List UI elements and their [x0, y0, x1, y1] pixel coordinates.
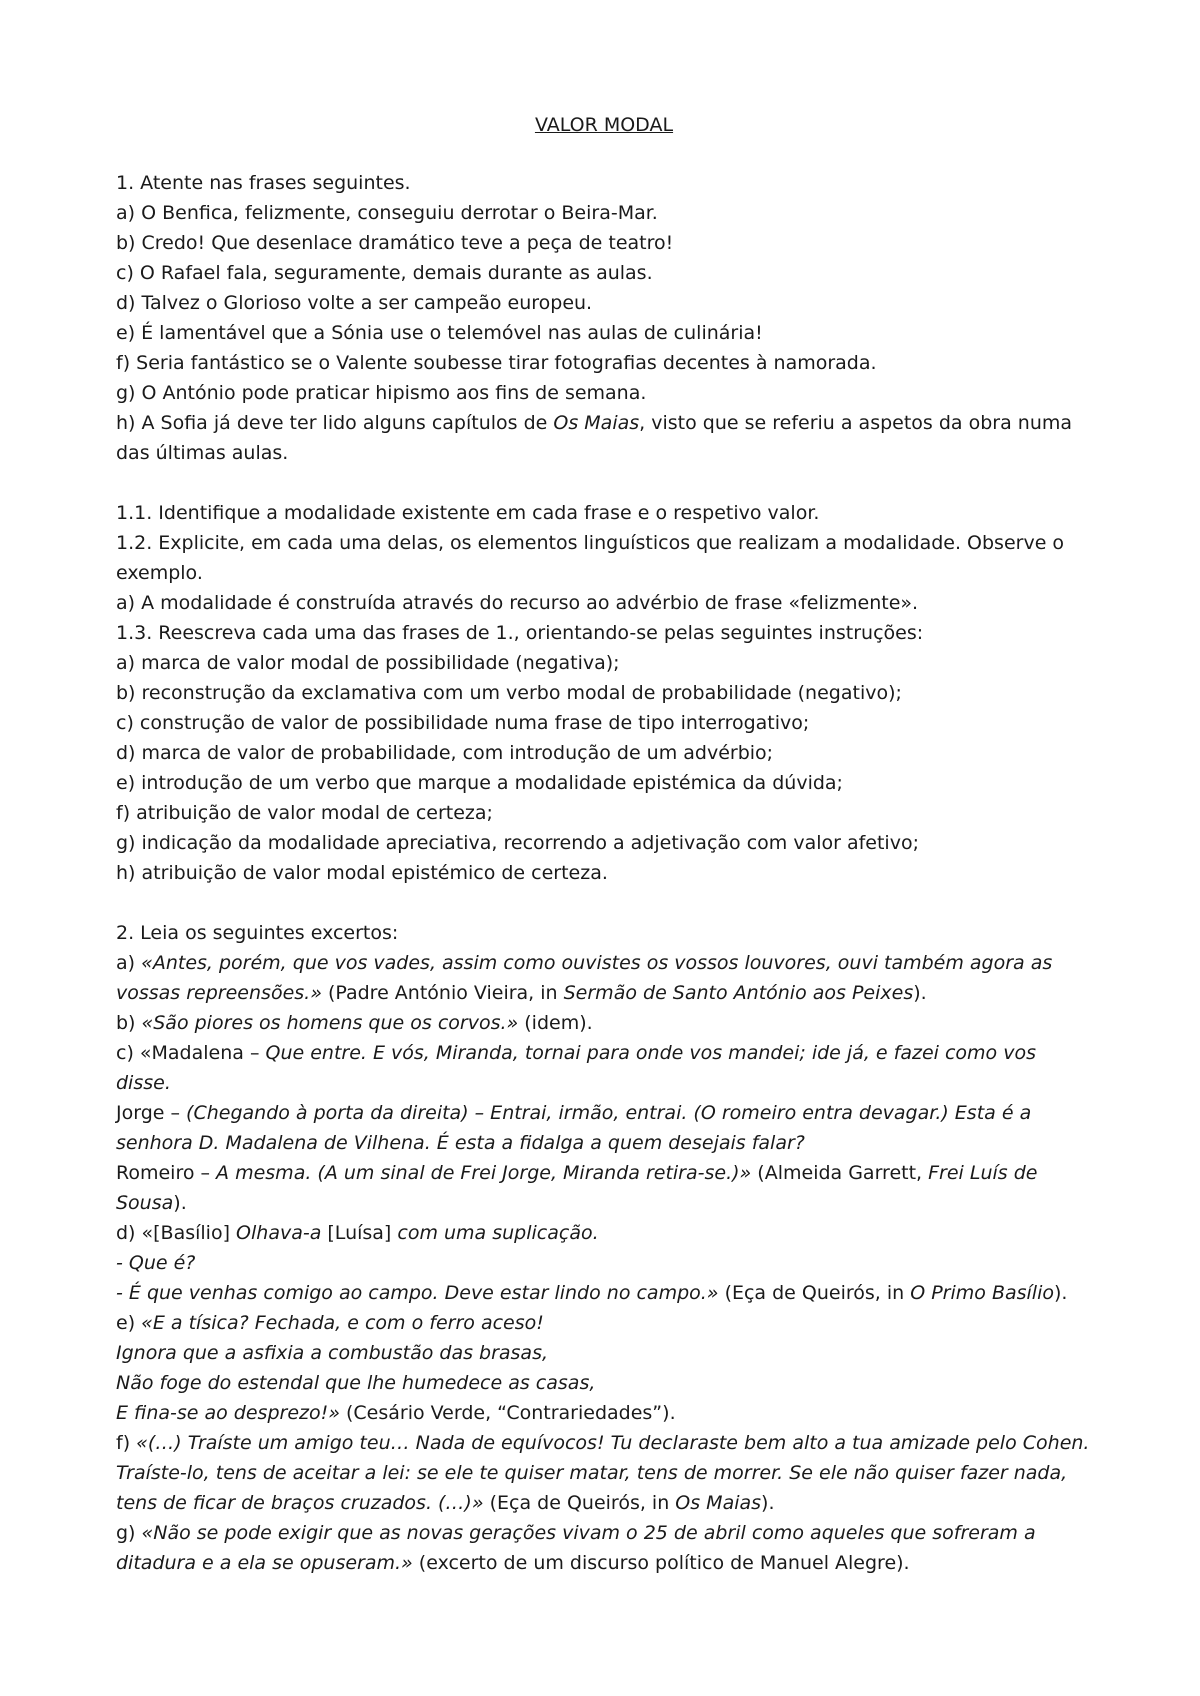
q2-excerpt-e-line1 [116, 1308, 1092, 1338]
q2-excerpt-g [116, 1518, 1092, 1578]
q2-excerpt-a [116, 948, 1092, 1008]
q2-d-bracket: [Luísa] [321, 1222, 398, 1244]
q1-heading: 1. Atente nas frases seguintes. [116, 172, 411, 194]
q1-sentence-c: c) O Rafael fala, seguramente, demais durante as aulas. [116, 262, 653, 284]
q1-h-work-title: Os Maias [553, 412, 640, 434]
q2-c-label: c) «Madalena – [116, 1042, 266, 1064]
q2-c-speaker-romeiro: Romeiro – [116, 1162, 217, 1184]
q1-sentence-d: d) Talvez o Glorioso volte a ser campeão europeu. [116, 292, 593, 314]
q2-f-source-start: (Eça de Queirós, in [483, 1492, 676, 1514]
q2-a-source-start: (Padre António Vieira, in [321, 982, 564, 1004]
q1-1-instruction: 1.1. Identifique a modalidade existente em cada frase e o respetivo valor. [116, 502, 820, 524]
q2-b-label: b) [116, 1012, 142, 1034]
q2-e-source: (Cesário Verde, “Contrariedades”). [339, 1402, 676, 1424]
q2-excerpt-b [116, 1008, 1092, 1038]
q2-excerpt-c-line2 [116, 1098, 1092, 1158]
q2-d-label: d) «[Basílio] [116, 1222, 237, 1244]
q2-a-label: a) [116, 952, 142, 974]
section-gap [116, 888, 1092, 918]
q1-3-item-e: e) introdução de um verbo que marque a modalidade epistémica da dúvida; [116, 772, 843, 794]
q2-a-source-end: ). [913, 982, 927, 1004]
q1-sentence-a: a) O Benfica, felizmente, conseguiu derrotar o Beira-Mar. [116, 202, 658, 224]
q1-3-item-g: g) indicação da modalidade apreciativa, recorrendo a adjetivação com valor afetivo; [116, 832, 919, 854]
q1-sentence-h [116, 408, 1092, 468]
q2-e-label: e) [116, 1312, 142, 1334]
q2-excerpt-e-line4 [116, 1398, 1092, 1428]
q2-c-speaker-jorge: Jorge – [116, 1102, 187, 1124]
q1-3-item-c: c) construção de valor de possibilidade numa frase de tipo interrogativo; [116, 712, 810, 734]
q1-h-text-end: , visto que se referiu a aspetos da obra numa das últimas aulas. [116, 412, 1073, 464]
q2-excerpt-f [116, 1428, 1092, 1518]
q2-d-source-work: O Primo Basílio [910, 1282, 1054, 1304]
q2-f-quote: «(…) Traíste um amigo teu… Nada de equívocos! Tu declaraste bem alto a tua amizade pelo Cohen. Traíste-lo, tens de aceitar a lei: se ele te quiser matar, tens de morrer. Se ele não quiser fazer nada, tens de ficar de braços cruzados. (…)» [116, 1432, 1090, 1514]
q1-3-item-f: f) atribuição de valor modal de certeza; [116, 802, 493, 824]
q1-sentence-b: b) Credo! Que desenlace dramático teve a peça de teatro! [116, 232, 674, 254]
q1-sentence-e: e) É lamentável que a Sónia use o telemóvel nas aulas de culinária! [116, 322, 763, 344]
q1-3-item-b: b) reconstrução da exclamativa com um verbo modal de probabilidade (negativo); [116, 682, 902, 704]
q2-c-speech-1: Que entre. E vós, Miranda, tornai para onde vos mandei; ide já, e fazei como vos disse. [116, 1042, 1036, 1094]
q2-e-verse-2: Ignora que a asfixia a combustão das brasas, [116, 1342, 549, 1364]
q1-3-item-h: h) atribuição de valor modal epistémico de certeza. [116, 862, 608, 884]
q2-d-text-1: Olhava-a [236, 1222, 322, 1244]
document-page [116, 110, 1092, 1578]
q1-sentence-f: f) Seria fantástico se o Valente soubesse tirar fotografias decentes à namorada. [116, 352, 877, 374]
q2-excerpt-d-line1 [116, 1218, 1092, 1248]
q1-2-example: a) A modalidade é construída através do recurso ao advérbio de frase «felizmente». [116, 592, 919, 614]
q2-heading: 2. Leia os seguintes excertos: [116, 922, 399, 944]
q1-h-text-start: h) A Sofia já deve ter lido alguns capítulos de [116, 412, 554, 434]
q1-3-item-a: a) marca de valor modal de possibilidade (negativa); [116, 652, 620, 674]
q2-c-speech-3: A mesma. (A um sinal de Frei Jorge, Miranda retira-se.)» [216, 1162, 752, 1184]
q2-d-source-start: (Eça de Queirós, in [718, 1282, 911, 1304]
q2-d-text-4: - É que venhas comigo ao campo. Deve estar lindo no campo.» [116, 1282, 719, 1304]
q2-g-source: (excerto de um discurso político de Manuel Alegre). [412, 1552, 910, 1574]
q2-excerpt-e-line2 [116, 1338, 1092, 1368]
q2-c-source-end: ). [173, 1192, 187, 1214]
q2-c-source-work: Frei Luís de Sousa [116, 1162, 1038, 1214]
q2-excerpt-e-line3 [116, 1368, 1092, 1398]
q2-excerpt-c-line3 [116, 1158, 1092, 1218]
q2-g-quote: «Não se pode exigir que as novas gerações vivam o 25 de abril como aqueles que sofreram a ditadura e a ela se opuseram.» [116, 1522, 1036, 1574]
q2-excerpt-c-line1 [116, 1038, 1092, 1098]
q2-f-source-work: Os Maias [675, 1492, 762, 1514]
q2-e-verse-4: E fina-se ao desprezo!» [116, 1402, 340, 1424]
q2-d-text-3: - Que é? [116, 1252, 196, 1274]
q2-f-label: f) [116, 1432, 137, 1454]
q2-g-label: g) [116, 1522, 142, 1544]
q2-f-source-end: ). [761, 1492, 775, 1514]
section-gap [116, 468, 1092, 498]
q2-e-verse-3: Não foge do estendal que lhe humedece as casas, [116, 1372, 596, 1394]
q2-excerpt-d-line2 [116, 1248, 1092, 1278]
q2-a-source-work: Sermão de Santo António aos Peixes [563, 982, 914, 1004]
q2-excerpt-d-line3 [116, 1278, 1092, 1308]
document-title: VALOR MODAL [534, 114, 674, 136]
q2-d-text-2: com uma suplicação. [397, 1222, 599, 1244]
q2-b-quote: «São piores os homens que os corvos.» [141, 1012, 519, 1034]
q2-b-source: (idem). [518, 1012, 593, 1034]
q2-d-source-end: ). [1054, 1282, 1068, 1304]
q1-3-item-d: d) marca de valor de probabilidade, com introdução de um advérbio; [116, 742, 774, 764]
q1-2-instruction: 1.2. Explicite, em cada uma delas, os elementos linguísticos que realizam a modalidade. Observe o exemplo. [116, 532, 1065, 584]
q2-c-source-start: (Almeida Garrett, [751, 1162, 929, 1184]
q1-3-instruction: 1.3. Reescreva cada uma das frases de 1., orientando-se pelas seguintes instruções: [116, 622, 924, 644]
q1-sentence-g: g) O António pode praticar hipismo aos fins de semana. [116, 382, 647, 404]
q2-c-speech-2: (Chegando à porta da direita) – Entrai, irmão, entrai. (O romeiro entra devagar.) Esta é a senhora D. Madalena de Vilhena. É esta a fidalga a quem desejais falar? [116, 1102, 1032, 1154]
q2-e-verse-1: «E a tísica? Fechada, e com o ferro aceso! [141, 1312, 544, 1334]
q2-a-quote: «Antes, porém, que vos vades, assim como ouvistes os vossos louvores, ouvi também agora as vossas repreensões.» [116, 952, 1053, 1004]
